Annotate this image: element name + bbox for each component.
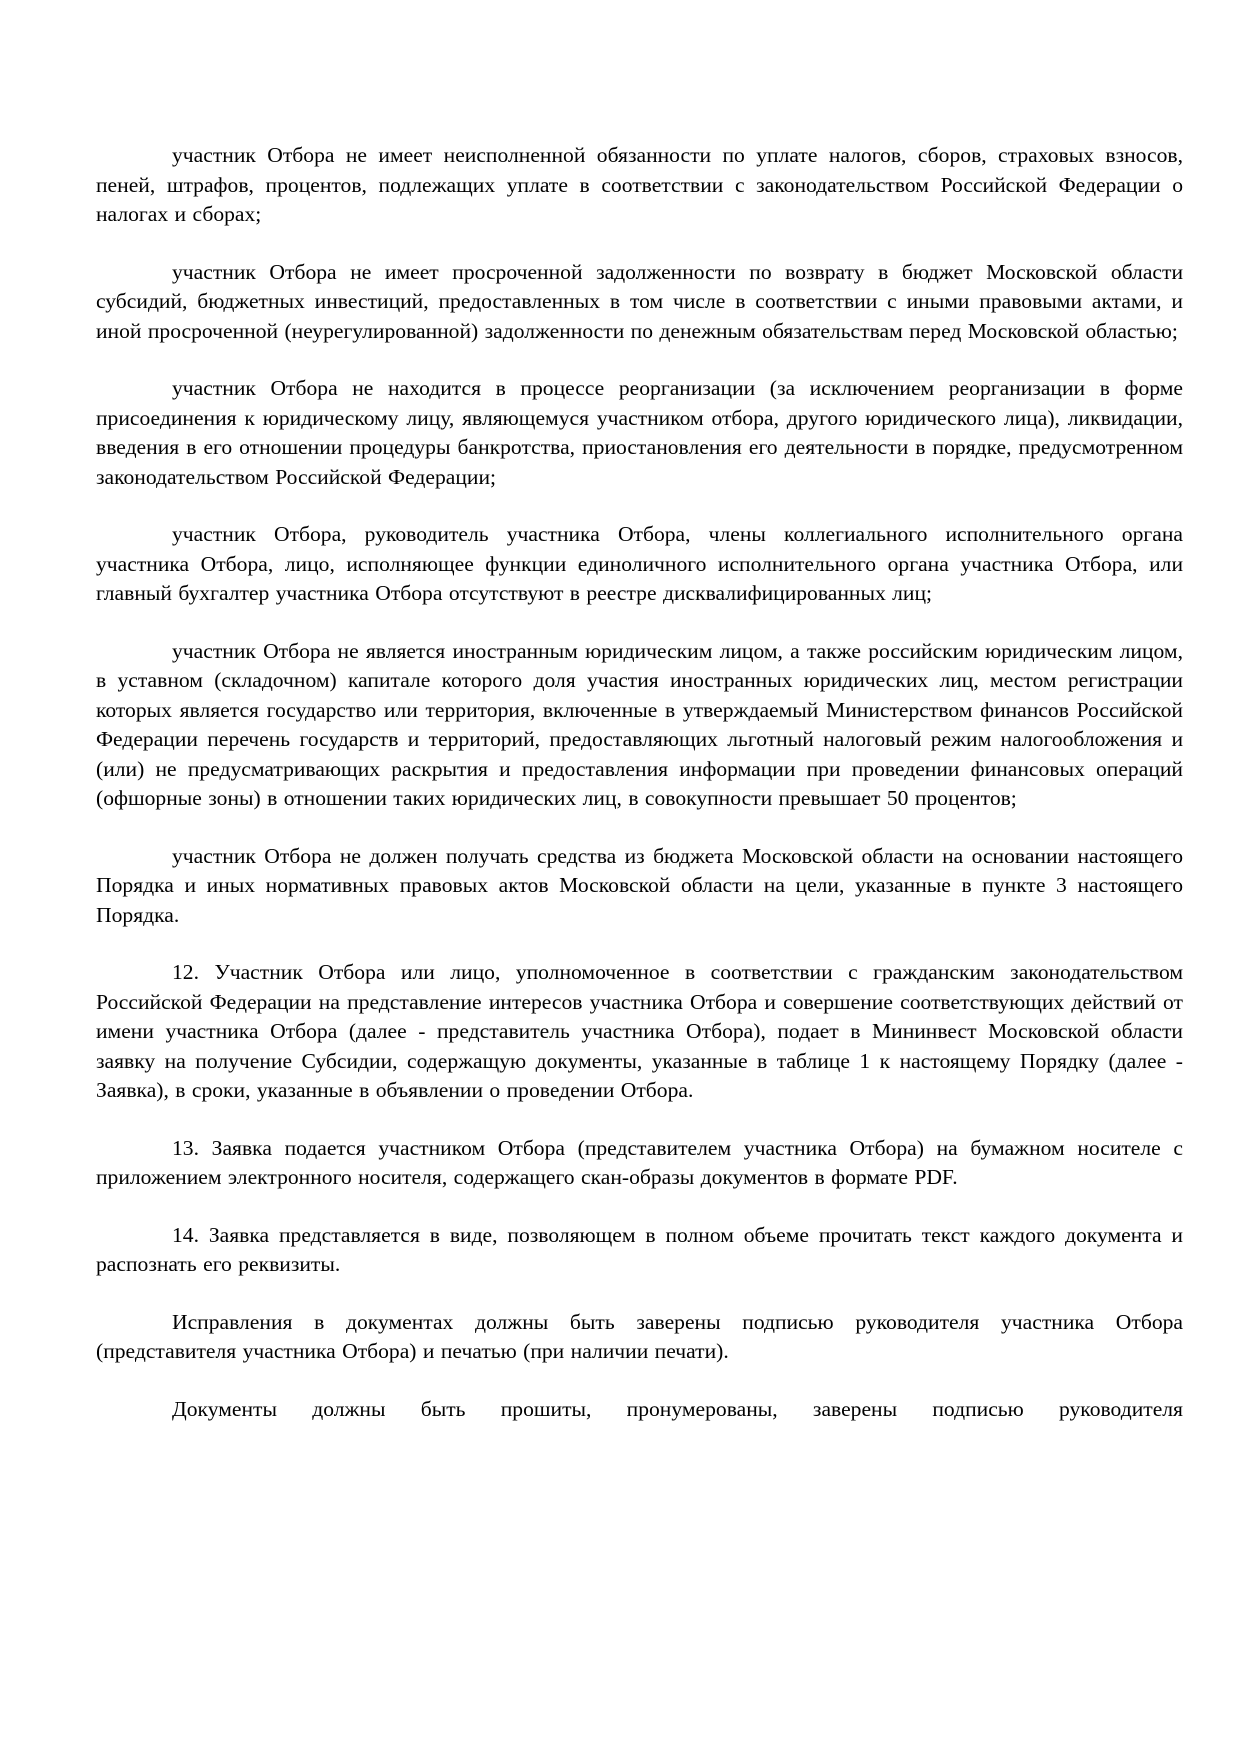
paragraph-1: участник Отбора не имеет неисполненной обязанности по уплате налогов, сборов, страховых взносов, пеней, штрафов, процентов, подлежащих уплате в соответствии с законодательством Российской Федерации о налогах и сборах; — [96, 143, 1183, 226]
paragraph-8: 13. Заявка подается участником Отбора (представителем участника Отбора) на бумажном носителе с приложением электронного носителя, содержащего скан-образы документов в формате PDF. — [96, 1135, 1183, 1189]
paragraph-5: участник Отбора не является иностранным юридическим лицом, а также российским юридическим лицом, в уставном (складочном) капитале которого доля участия иностранных юридических лиц, местом регистрации которых является государство или территория, включенные в утверждаемый Министерством финансов Российской Федерации перечень государств и территорий, предоставляющих льготный налоговый режим налогообложения и (или) не предусматривающих раскрытия и предоставления информации при проведении финансовых операций (офшорные зоны) в отношении таких юридических лиц, в совокупности превышает 50 процентов; — [96, 638, 1183, 810]
paragraph-6: участник Отбора не должен получать средства из бюджета Московской области на основании настоящего Порядка и иных нормативных правовых актов Московской области на цели, указанные в пункте 3 настоящего Порядка. — [96, 843, 1183, 927]
paragraph-11: Документы должны быть прошиты, пронумерованы, заверены подписью руководителя — [172, 1396, 1183, 1421]
document-body — [96, 141, 1183, 1424]
paragraph-2: участник Отбора не имеет просроченной задолженности по возврату в бюджет Московской области субсидий, бюджетных инвестиций, предоставленных в том числе в соответствии с иными правовыми актами, и иной просроченной (неурегулированной) задолженности по денежным обязательствам перед Московской областью; — [96, 259, 1183, 343]
paragraph-9: 14. Заявка представляется в виде, позволяющем в полном объеме прочитать текст каждого документа и распознать его реквизиты. — [96, 1222, 1183, 1276]
paragraph-3: участник Отбора не находится в процессе реорганизации (за исключением реорганизации в форме присоединения к юридическому лицу, являющемуся участником отбора, другого юридического лица), ликвидации, введения в его отношении процедуры банкротства, приостановления его деятельности в порядке, предусмотренном законодательством Российской Федерации; — [96, 376, 1183, 489]
paragraph-4: участник Отбора, руководитель участника Отбора, члены коллегиального исполнительного органа участника Отбора, лицо, исполняющее функции единоличного исполнительного органа участника Отбора, или главный бухгалтер участника Отбора отсутствуют в реестре дисквалифицированных лиц; — [96, 522, 1183, 605]
paragraph-10: Исправления в документах должны быть заверены подписью руководителя участника Отбора (представителя участника Отбора) и печатью (при наличии печати). — [96, 1309, 1183, 1363]
paragraph-7: 12. Участник Отбора или лицо, уполномоченное в соответствии с гражданским законодательством Российской Федерации на представление интересов участника Отбора и совершение соответствующих действий от имени участника Отбора (далее - представитель участника Отбора), подает в Мининвест Московской области заявку на получение Субсидии, содержащую документы, указанные в таблице 1 к настоящему Порядку (далее - Заявка), в сроки, указанные в объявлении о проведении Отбора. — [96, 960, 1183, 1102]
